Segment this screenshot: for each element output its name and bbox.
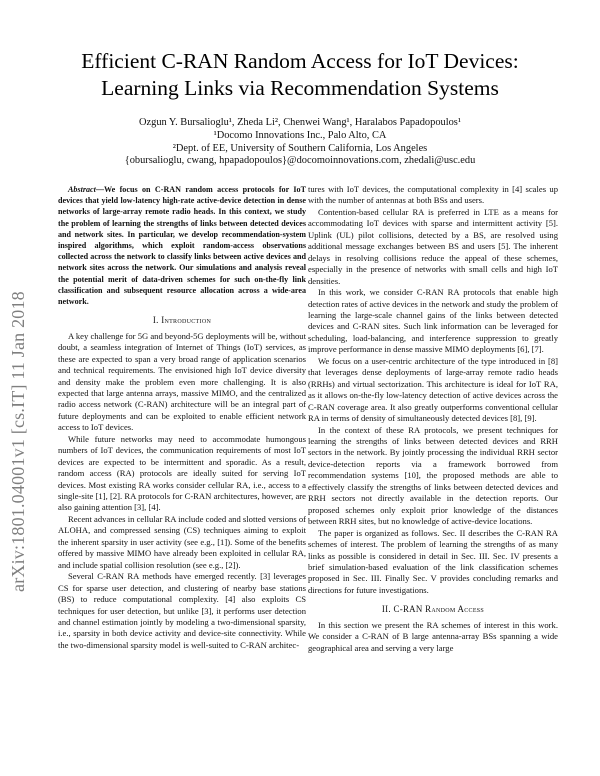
arxiv-stamp: arXiv:1801.04001v1 [cs.IT] 11 Jan 2018 (8, 291, 28, 592)
abstract-label: Abstract (68, 185, 96, 194)
title-line-2: Learning Links via Recommendation Systems (101, 76, 499, 100)
body-paragraph: We focus on a user-centric architecture of the type introduced in [8] that leverages dense deployments of large-array remote radio heads (RRHs) and virtual sectorization. This architecture is ideal for IoT RA, as it allows on-the-fly low-latency detection of active devices across the C-RAN coverage area. It also greatly outperforms conventional cellular RA in terms of density of simultaneously detected devices [8], [9]. (308, 355, 558, 424)
author-block (40, 117, 560, 168)
section-heading-cran-random-access: II. C-RAN Random Access (381, 604, 485, 615)
intro-paragraph: Several C-RAN RA methods have emerged recently. [3] leverages CS for sparse user detection, and clustering of nearby base stations (BS) to reduce computational complexity. [4] also exploits CS techniques for user detection, but unlike [3], it performs user detection and channel estimation jointly by modeling a two-dimensional sparsity, i.e., sparsity in both device activity and device-site connectivity. While the two-dimensional sparsity model is well-suited to C-RAN architec- (58, 571, 306, 650)
continued-paragraph: tures with IoT devices, the computational complexity in [4] scales up with the number of antennas at both BSs and users. (308, 184, 558, 206)
affiliation-2: ²Dept. of EE, University of Southern California, Los Angeles (172, 142, 428, 154)
paper-title (40, 48, 560, 102)
left-column (58, 184, 306, 651)
body-paragraph: The paper is organized as follows. Sec. II describes the C-RAN RA schemes of interest. The problem of learning the strengths of as many links as possible is considered in detail in Sec. III. Sec. IV presents a brief simulation-based evaluation of the link classification schemes proposed in Sec. III. Finally Sec. V provides concluding remarks and directions for future investigations. (308, 527, 558, 595)
affiliation-1: ¹Docomo Innovations Inc., Palo Alto, CA (213, 129, 387, 141)
body-paragraph: In this work, we consider C-RAN RA protocols that enable high detection rates of active devices in the network and study the problem of learning the large-scale channel gains of the links between detected devices and C-RAN sites. Such link information can be leveraged for scheduling, load-balancing, and interference suppression to greatly improve performance in dense massive MIMO deployments [6], [7]. (308, 287, 558, 355)
body-paragraph: In the context of these RA protocols, we present techniques for learning the strengths of links between detected devices and RRH sectors in the network. By jointly processing the individual RRH sector device-detection reports via a framework borrowed from recommendation systems [10], the proposed methods are able to effectively classify the strengths of links between detected devices and RRH sectors not directly available in the detection reports. Our proposed schemes only exploit prior knowledge of the distances between RRH sites, but no knowledge of active-device locations. (308, 424, 558, 527)
intro-paragraph: A key challenge for 5G and beyond-5G deployments will be, without doubt, a seamless integration of Internet of Things (IoT) services, as these are expected to span a very broad range of application scenarios and technical requirements. The envisioned high IoT device diversity and density make the problem even more challenging. It is also expected that large antenna arrays, massive MIMO, and the centralized radio access network (C-RAN) architecture will be an integral part of future deployments and can be exploited to enable efficient network access to IoT devices. (58, 330, 306, 433)
section-heading-introduction: I. Introduction (152, 315, 212, 326)
abstract (58, 184, 306, 307)
section2-paragraph: In this section we present the RA schemes of interest in this work. We consider a C-RAN of B large antenna-array BSs spanning a wide geographical area and serving a very large (308, 619, 558, 653)
body-paragraph: Contention-based cellular RA is preferred in LTE as a means for accommodating IoT devices with sparse and intermittent activity [5]. Uplink (UL) pilot collisions, detected by a BS, are resolved using additional message exchanges between BS and users [5]. The inherent delays in resolving collisions reduce the appeal of these schemes, especially in the presence of networks with small cells and high IoT densities. (308, 206, 558, 286)
author-names: Ozgun Y. Bursalioglu¹, Zheda Li², Chenwei Wang¹, Haralabos Papadopoulos¹ (139, 117, 461, 128)
author-emails: {obursalioglu, cwang, hpapadopoulos}@docomoinnovations.com, zhedali@usc.edu (124, 155, 476, 167)
abstract-text: —We focus on C-RAN random access protocols for IoT devices that yield low-latency high-rate active-device detection in dense networks of large-array remote radio heads. In this context, we study the problem of learning the strengths of links between detected devices and network sites. In particular, we develop recommendation-system inspired algorithms, which exploit random-access observations collected across the network to classify links between active devices and network sites across the network. Our simulations and analysis reveal the potential merit of data-driven schemes for such on-the-fly link classification and subsequent resource allocation across a wide-area network. (58, 185, 306, 307)
intro-paragraph: While future networks may need to accommodate humongous numbers of IoT devices, the communication requirements of most IoT devices are expected to be intermittent and sporadic. As a result, random access (RA) protocols are ideally suited for serving IoT devices. Most existing RA works consider cellular RA, i.e., access to a single-site [1], [2]. RA protocols for C-RAN architectures, however, are also gaining attention [3], [4]. (58, 433, 306, 513)
right-column (308, 184, 558, 654)
intro-paragraph: Recent advances in cellular RA include coded and slotted versions of ALOHA, and compressed sensing (CS) techniques aiming to exploit the inherent sparsity in user activity (see e.g., [1]). Some of the benefits offered by massive MIMO have already been exploited in cellular RA, and include spatial collision resolution (see e.g., [2]). (58, 513, 306, 570)
arxiv-stamp-area (6, 200, 36, 600)
title-line-1: Efficient C-RAN Random Access for IoT Devices: (81, 49, 519, 73)
